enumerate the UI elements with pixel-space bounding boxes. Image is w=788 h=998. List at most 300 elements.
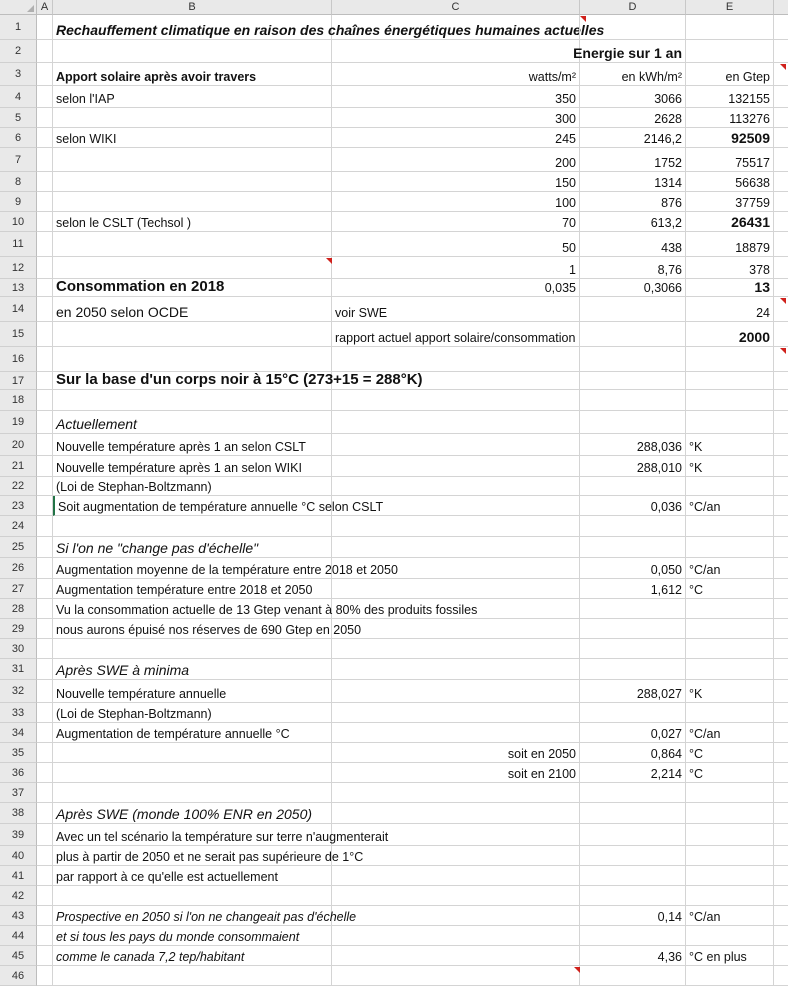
cell-c[interactable] bbox=[332, 516, 580, 537]
cell-a[interactable] bbox=[37, 411, 53, 434]
cell-f[interactable] bbox=[774, 477, 788, 496]
row-header[interactable]: 3 bbox=[0, 63, 37, 86]
cell-c[interactable] bbox=[332, 212, 580, 232]
cell-e[interactable] bbox=[686, 496, 774, 516]
cell-a[interactable] bbox=[37, 297, 53, 322]
row-header[interactable]: 4 bbox=[0, 86, 37, 108]
cell-e[interactable] bbox=[686, 680, 774, 703]
cell-c[interactable] bbox=[332, 347, 580, 372]
comment-indicator-icon[interactable] bbox=[780, 64, 786, 70]
cell-a[interactable] bbox=[37, 347, 53, 372]
cell-f[interactable] bbox=[774, 212, 788, 232]
cell-f[interactable] bbox=[774, 172, 788, 192]
cell-b[interactable] bbox=[53, 456, 332, 477]
cell-d[interactable] bbox=[580, 86, 686, 108]
cell-e[interactable] bbox=[686, 128, 774, 148]
row-header[interactable]: 38 bbox=[0, 803, 37, 824]
row-header[interactable]: 16 bbox=[0, 347, 37, 372]
cell-f[interactable] bbox=[774, 599, 788, 619]
cell-d[interactable] bbox=[580, 619, 686, 639]
row-header[interactable]: 32 bbox=[0, 680, 37, 703]
cell-e[interactable] bbox=[686, 803, 774, 824]
cell-d[interactable] bbox=[573, 40, 686, 63]
cell-e[interactable] bbox=[686, 411, 774, 434]
comment-indicator-icon[interactable] bbox=[574, 967, 580, 973]
cell-c[interactable] bbox=[332, 496, 580, 516]
cell-f[interactable] bbox=[774, 411, 788, 434]
cell-a[interactable] bbox=[37, 192, 53, 212]
cell-e[interactable] bbox=[686, 659, 774, 680]
cell-d[interactable] bbox=[580, 172, 686, 192]
row-header[interactable]: 9 bbox=[0, 192, 37, 212]
cell-a[interactable] bbox=[37, 619, 53, 639]
cell-e[interactable] bbox=[686, 212, 774, 232]
cell-f[interactable] bbox=[774, 703, 788, 723]
cell-f[interactable] bbox=[774, 926, 788, 946]
row-header[interactable]: 43 bbox=[0, 906, 37, 926]
cell-a[interactable] bbox=[37, 846, 53, 866]
cell-e[interactable] bbox=[686, 783, 774, 803]
cell-a[interactable] bbox=[37, 639, 53, 659]
cell-c[interactable] bbox=[332, 322, 580, 347]
cell-b[interactable] bbox=[53, 322, 332, 347]
cell-c[interactable] bbox=[332, 232, 580, 257]
cell-e[interactable] bbox=[686, 456, 774, 477]
cell-b[interactable] bbox=[53, 579, 332, 599]
cell-d[interactable] bbox=[580, 680, 686, 703]
cell-e[interactable] bbox=[686, 966, 774, 986]
cell-b[interactable] bbox=[53, 703, 332, 723]
row-header[interactable]: 18 bbox=[0, 390, 37, 411]
cell-b[interactable] bbox=[53, 558, 398, 579]
cell-b[interactable] bbox=[53, 743, 332, 763]
cell-c[interactable] bbox=[332, 456, 580, 477]
cell-e[interactable] bbox=[686, 40, 774, 63]
cell-a[interactable] bbox=[37, 372, 53, 390]
row-header[interactable]: 11 bbox=[0, 232, 37, 257]
cell-b[interactable] bbox=[53, 926, 332, 946]
row-header[interactable]: 40 bbox=[0, 846, 37, 866]
cell-a[interactable] bbox=[37, 516, 53, 537]
cell-a[interactable] bbox=[37, 763, 53, 783]
cell-b[interactable] bbox=[53, 966, 332, 986]
cell-f[interactable] bbox=[774, 680, 788, 703]
cell-a[interactable] bbox=[37, 108, 53, 128]
row-header[interactable]: 41 bbox=[0, 866, 37, 886]
row-header[interactable]: 13 bbox=[0, 279, 37, 297]
row-header[interactable]: 8 bbox=[0, 172, 37, 192]
cell-f[interactable] bbox=[774, 516, 788, 537]
cell-f[interactable] bbox=[774, 783, 788, 803]
row-header[interactable]: 36 bbox=[0, 763, 37, 783]
cell-f[interactable] bbox=[774, 723, 788, 743]
cell-c[interactable] bbox=[332, 803, 580, 824]
cell-c[interactable] bbox=[332, 257, 580, 279]
row-header[interactable]: 14 bbox=[0, 297, 37, 322]
cell-d[interactable] bbox=[580, 866, 686, 886]
cell-e[interactable] bbox=[686, 477, 774, 496]
cell-f[interactable] bbox=[774, 846, 788, 866]
cell-a[interactable] bbox=[37, 966, 53, 986]
cell-f[interactable] bbox=[774, 824, 788, 846]
row-header[interactable]: 34 bbox=[0, 723, 37, 743]
cell-b[interactable] bbox=[53, 279, 332, 297]
cell-a[interactable] bbox=[37, 40, 53, 63]
cell-f[interactable] bbox=[774, 946, 788, 966]
cell-f[interactable] bbox=[774, 372, 788, 390]
cell-a[interactable] bbox=[37, 172, 53, 192]
cell-a[interactable] bbox=[37, 946, 53, 966]
row-header[interactable]: 22 bbox=[0, 477, 37, 496]
cell-c[interactable] bbox=[332, 763, 580, 783]
cell-c[interactable] bbox=[332, 172, 580, 192]
cell-d[interactable] bbox=[580, 599, 686, 619]
cell-d[interactable] bbox=[580, 886, 686, 906]
row-header[interactable]: 5 bbox=[0, 108, 37, 128]
cell-b[interactable] bbox=[53, 659, 332, 680]
cell-e[interactable] bbox=[686, 108, 774, 128]
cell-d[interactable] bbox=[580, 966, 686, 986]
cell-b[interactable] bbox=[53, 40, 332, 63]
cell-a[interactable] bbox=[37, 906, 53, 926]
row-header[interactable]: 35 bbox=[0, 743, 37, 763]
cell-c[interactable] bbox=[332, 599, 580, 619]
column-header-a[interactable]: A bbox=[37, 0, 53, 15]
cell-a[interactable] bbox=[37, 279, 53, 297]
cell-c[interactable] bbox=[332, 846, 580, 866]
cell-f[interactable] bbox=[774, 886, 788, 906]
row-header[interactable]: 45 bbox=[0, 946, 37, 966]
cell-f[interactable] bbox=[774, 40, 788, 63]
cell-c[interactable] bbox=[332, 926, 580, 946]
column-header-b[interactable]: B bbox=[53, 0, 332, 15]
cell-e[interactable] bbox=[686, 846, 774, 866]
cell-d[interactable] bbox=[580, 723, 686, 743]
cell-d[interactable] bbox=[580, 148, 686, 172]
row-header[interactable]: 25 bbox=[0, 537, 37, 558]
cell-e[interactable] bbox=[686, 148, 774, 172]
cell-c[interactable] bbox=[332, 886, 580, 906]
cell-c[interactable] bbox=[332, 297, 580, 322]
cell-c[interactable] bbox=[332, 906, 580, 926]
cell-d[interactable] bbox=[580, 537, 686, 558]
cell-d[interactable] bbox=[580, 703, 686, 723]
cell-b[interactable] bbox=[53, 371, 423, 390]
cell-c[interactable] bbox=[332, 148, 580, 172]
cell-c[interactable] bbox=[332, 579, 580, 599]
cell-c[interactable] bbox=[332, 434, 580, 456]
cell-e[interactable] bbox=[686, 906, 774, 926]
cell-d[interactable] bbox=[580, 783, 686, 803]
cell-e[interactable] bbox=[686, 639, 774, 659]
cell-b[interactable] bbox=[53, 680, 332, 703]
cell-d[interactable] bbox=[580, 946, 686, 966]
cell-b[interactable] bbox=[53, 148, 332, 172]
cell-f[interactable] bbox=[774, 558, 788, 579]
cell-f[interactable] bbox=[774, 128, 788, 148]
cell-d[interactable] bbox=[580, 322, 686, 347]
row-header[interactable]: 42 bbox=[0, 886, 37, 906]
row-header[interactable]: 31 bbox=[0, 659, 37, 680]
cell-b[interactable] bbox=[53, 390, 332, 411]
cell-c[interactable] bbox=[332, 390, 580, 411]
cell-f[interactable] bbox=[774, 279, 788, 297]
cell-f[interactable] bbox=[774, 148, 788, 172]
cell-c[interactable] bbox=[332, 680, 580, 703]
cell-c[interactable] bbox=[332, 86, 580, 108]
row-header[interactable]: 15 bbox=[0, 322, 37, 347]
row-header[interactable]: 17 bbox=[0, 372, 37, 390]
row-header[interactable]: 26 bbox=[0, 558, 37, 579]
cell-e[interactable] bbox=[686, 15, 774, 40]
cell-a[interactable] bbox=[37, 15, 53, 40]
cell-c[interactable] bbox=[332, 558, 580, 579]
cell-a[interactable] bbox=[37, 434, 53, 456]
cell-e[interactable] bbox=[686, 599, 774, 619]
cell-e[interactable] bbox=[686, 824, 774, 846]
column-header-d[interactable]: D bbox=[580, 0, 686, 15]
cell-a[interactable] bbox=[37, 703, 53, 723]
cell-b[interactable] bbox=[53, 297, 332, 322]
comment-indicator-icon[interactable] bbox=[580, 16, 586, 22]
cell-e[interactable] bbox=[686, 886, 774, 906]
cell-a[interactable] bbox=[37, 783, 53, 803]
cell-a[interactable] bbox=[37, 148, 53, 172]
cell-d[interactable] bbox=[580, 279, 686, 297]
cell-a[interactable] bbox=[37, 537, 53, 558]
row-header[interactable]: 19 bbox=[0, 411, 37, 434]
cell-d[interactable] bbox=[580, 456, 686, 477]
cell-c[interactable] bbox=[332, 619, 580, 639]
cell-e[interactable] bbox=[686, 297, 774, 322]
cell-e[interactable] bbox=[686, 390, 774, 411]
cell-f[interactable] bbox=[774, 966, 788, 986]
cell-d[interactable] bbox=[580, 390, 686, 411]
cell-d[interactable] bbox=[580, 108, 686, 128]
cell-a[interactable] bbox=[37, 257, 53, 279]
cell-d[interactable] bbox=[580, 803, 686, 824]
cell-a[interactable] bbox=[37, 579, 53, 599]
cell-e[interactable] bbox=[686, 516, 774, 537]
row-header[interactable]: 44 bbox=[0, 926, 37, 946]
cell-d[interactable] bbox=[580, 232, 686, 257]
cell-c[interactable] bbox=[332, 824, 580, 846]
cell-e[interactable] bbox=[686, 434, 774, 456]
cell-b[interactable] bbox=[53, 108, 332, 128]
cell-d[interactable] bbox=[580, 347, 686, 372]
cell-f[interactable] bbox=[774, 434, 788, 456]
row-header[interactable]: 1 bbox=[0, 15, 37, 40]
cell-e[interactable] bbox=[686, 723, 774, 743]
cell-f[interactable] bbox=[774, 257, 788, 279]
cell-b[interactable] bbox=[53, 86, 332, 108]
cell-e[interactable] bbox=[686, 63, 774, 86]
cell-a[interactable] bbox=[37, 128, 53, 148]
cell-c[interactable] bbox=[332, 537, 580, 558]
row-header[interactable]: 39 bbox=[0, 824, 37, 846]
cell-c[interactable] bbox=[332, 946, 580, 966]
row-header[interactable]: 21 bbox=[0, 456, 37, 477]
cell-b[interactable] bbox=[53, 516, 332, 537]
cell-b[interactable] bbox=[53, 866, 332, 886]
cell-a[interactable] bbox=[37, 477, 53, 496]
cell-b[interactable] bbox=[53, 15, 605, 40]
cell-c[interactable] bbox=[332, 966, 580, 986]
cell-b[interactable] bbox=[53, 172, 332, 192]
row-header[interactable]: 24 bbox=[0, 516, 37, 537]
cell-f[interactable] bbox=[774, 743, 788, 763]
cell-f[interactable] bbox=[774, 659, 788, 680]
row-header[interactable]: 30 bbox=[0, 639, 37, 659]
select-all-corner[interactable] bbox=[0, 0, 37, 15]
cell-b[interactable] bbox=[53, 257, 332, 279]
cell-f[interactable] bbox=[774, 619, 788, 639]
column-header-f[interactable] bbox=[774, 0, 788, 15]
cell-a[interactable] bbox=[37, 322, 53, 347]
cell-d[interactable] bbox=[580, 906, 686, 926]
cell-d[interactable] bbox=[580, 434, 686, 456]
cell-d[interactable] bbox=[580, 639, 686, 659]
cell-a[interactable] bbox=[37, 63, 53, 86]
cell-b[interactable] bbox=[53, 846, 364, 866]
cell-d[interactable] bbox=[580, 372, 686, 390]
cell-d[interactable] bbox=[580, 824, 686, 846]
cell-e[interactable] bbox=[686, 703, 774, 723]
cell-f[interactable] bbox=[774, 866, 788, 886]
cell-c[interactable] bbox=[332, 279, 580, 297]
row-header[interactable]: 10 bbox=[0, 212, 37, 232]
cell-b[interactable] bbox=[53, 192, 332, 212]
cell-c[interactable] bbox=[332, 15, 580, 40]
cell-f[interactable] bbox=[774, 108, 788, 128]
cell-a[interactable] bbox=[37, 680, 53, 703]
cell-d[interactable] bbox=[580, 579, 686, 599]
cell-f[interactable] bbox=[774, 322, 788, 347]
cell-e[interactable] bbox=[686, 537, 774, 558]
cell-b[interactable] bbox=[53, 763, 332, 783]
cell-a[interactable] bbox=[37, 599, 53, 619]
cell-d[interactable] bbox=[580, 516, 686, 537]
cell-c[interactable] bbox=[332, 639, 580, 659]
cell-b[interactable] bbox=[53, 347, 332, 372]
cell-f[interactable] bbox=[774, 763, 788, 783]
cell-a[interactable] bbox=[37, 659, 53, 680]
cell-b[interactable] bbox=[53, 434, 332, 456]
row-header[interactable]: 46 bbox=[0, 966, 37, 986]
cell-f[interactable] bbox=[774, 639, 788, 659]
row-header[interactable]: 23 bbox=[0, 496, 37, 516]
row-header[interactable]: 37 bbox=[0, 783, 37, 803]
cell-e[interactable] bbox=[686, 743, 774, 763]
cell-b[interactable] bbox=[53, 783, 332, 803]
cell-a[interactable] bbox=[37, 390, 53, 411]
cell-d[interactable] bbox=[580, 128, 686, 148]
cell-d[interactable] bbox=[580, 496, 686, 516]
cell-b[interactable] bbox=[53, 619, 362, 639]
cell-a[interactable] bbox=[37, 86, 53, 108]
column-header-c[interactable]: C bbox=[332, 0, 580, 15]
cell-b[interactable] bbox=[53, 803, 332, 824]
cell-f[interactable] bbox=[774, 579, 788, 599]
cell-f[interactable] bbox=[774, 86, 788, 108]
row-header[interactable]: 27 bbox=[0, 579, 37, 599]
row-header[interactable]: 2 bbox=[0, 40, 37, 63]
cell-a[interactable] bbox=[37, 743, 53, 763]
cell-e[interactable] bbox=[686, 192, 774, 212]
cell-c[interactable] bbox=[332, 783, 580, 803]
cell-b[interactable] bbox=[53, 824, 389, 846]
cell-c[interactable] bbox=[332, 659, 580, 680]
cell-a[interactable] bbox=[37, 232, 53, 257]
cell-b[interactable] bbox=[53, 128, 332, 148]
cell-d[interactable] bbox=[580, 63, 686, 86]
cell-f[interactable] bbox=[774, 906, 788, 926]
cell-e[interactable] bbox=[686, 763, 774, 783]
column-header-e[interactable]: E bbox=[686, 0, 774, 15]
cell-d[interactable] bbox=[580, 743, 686, 763]
cell-f[interactable] bbox=[774, 537, 788, 558]
row-header[interactable]: 12 bbox=[0, 257, 37, 279]
cell-f[interactable] bbox=[774, 496, 788, 516]
cell-d[interactable] bbox=[580, 297, 686, 322]
cell-b[interactable] bbox=[53, 639, 332, 659]
cell-c[interactable] bbox=[332, 128, 580, 148]
cell-b[interactable] bbox=[53, 537, 332, 558]
cell-a[interactable] bbox=[37, 824, 53, 846]
cell-e[interactable] bbox=[686, 579, 774, 599]
cell-d[interactable] bbox=[580, 15, 686, 40]
cell-b[interactable] bbox=[53, 63, 332, 86]
cell-c[interactable] bbox=[332, 192, 580, 212]
row-header[interactable]: 7 bbox=[0, 148, 37, 172]
cell-c[interactable] bbox=[332, 866, 580, 886]
comment-indicator-icon[interactable] bbox=[780, 298, 786, 304]
row-header[interactable]: 33 bbox=[0, 703, 37, 723]
cell-e[interactable] bbox=[686, 619, 774, 639]
cell-c[interactable] bbox=[332, 411, 580, 434]
row-header[interactable]: 20 bbox=[0, 434, 37, 456]
cell-d[interactable] bbox=[580, 411, 686, 434]
cell-e[interactable] bbox=[686, 866, 774, 886]
cell-a[interactable] bbox=[37, 926, 53, 946]
comment-indicator-icon[interactable] bbox=[780, 348, 786, 354]
row-header[interactable]: 29 bbox=[0, 619, 37, 639]
cell-d[interactable] bbox=[580, 926, 686, 946]
cell-c[interactable] bbox=[332, 63, 580, 86]
cell-a[interactable] bbox=[37, 723, 53, 743]
cell-e[interactable] bbox=[686, 372, 774, 390]
row-header[interactable]: 6 bbox=[0, 128, 37, 148]
cell-f[interactable] bbox=[774, 803, 788, 824]
cell-a[interactable] bbox=[37, 456, 53, 477]
cell-e[interactable] bbox=[686, 347, 774, 372]
cell-a[interactable] bbox=[37, 558, 53, 579]
cell-b[interactable] bbox=[53, 477, 332, 496]
cell-f[interactable] bbox=[774, 456, 788, 477]
row-header[interactable]: 28 bbox=[0, 599, 37, 619]
cell-d[interactable] bbox=[580, 192, 686, 212]
cell-d[interactable] bbox=[580, 558, 686, 579]
cell-e[interactable] bbox=[686, 86, 774, 108]
cell-b[interactable] bbox=[53, 411, 332, 434]
cell-d[interactable] bbox=[580, 257, 686, 279]
cell-f[interactable] bbox=[774, 232, 788, 257]
cell-e[interactable] bbox=[686, 322, 774, 347]
cell-e[interactable] bbox=[686, 926, 774, 946]
cell-b[interactable] bbox=[53, 723, 332, 743]
cell-d[interactable] bbox=[580, 763, 686, 783]
cell-e[interactable] bbox=[686, 257, 774, 279]
